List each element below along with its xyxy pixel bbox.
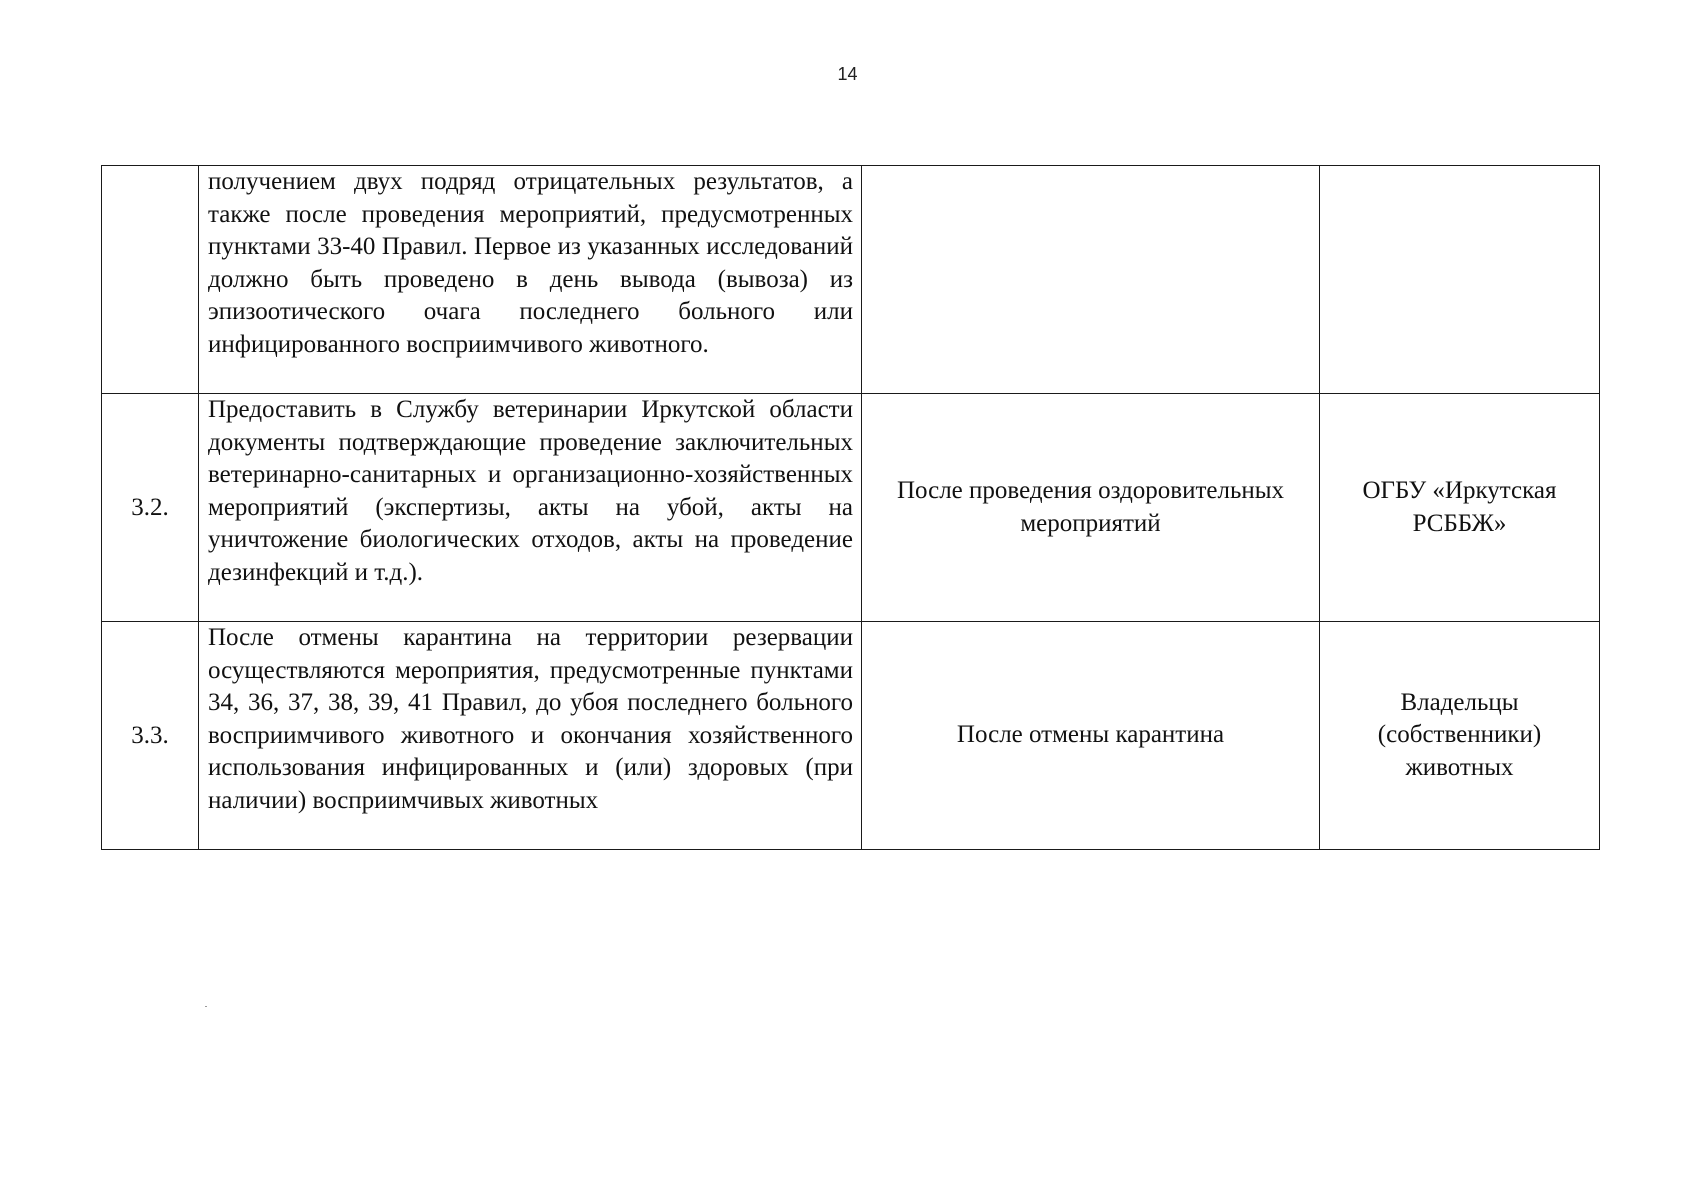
term-cell: После проведения оздоровительных мероприятий [862,394,1320,622]
page-number: 14 [837,64,858,84]
table-row [102,622,1600,850]
measure-text-cell: Предоставить в Службу ветеринарии Иркутской области документы подтверждающие проведение заключительных ветеринарно-санитарных и организационно-хозяйственных мероприятий (экспертизы, акты на убой, акты на уничтожение биологических отходов, акты на проведение дезинфекций и т.д.). [199,394,862,622]
responsible-cell: ОГБУ «Иркутская РСББЖ» [1320,394,1600,622]
table-row [102,166,1600,394]
measure-text-cell: получением двух подряд отрицательных результатов, а также после проведения мероприятий, предусмотренных пунктами 33-40 Правил. Первое из указанных исследований должно быть проведено в день вывода (вывоза) из эпизоотического очага последнего больного или инфицированного восприимчивого животного. [199,166,862,394]
item-number-cell: 3.3. [102,622,199,850]
responsible-cell: Владельцы (собственники) животных [1320,622,1600,850]
scan-speck [205,1006,207,1007]
table-row [102,394,1600,622]
term-cell [862,166,1320,394]
measure-text-cell: После отмены карантина на территории резервации осуществляются мероприятия, предусмотренные пунктами 34, 36, 37, 38, 39, 41 Правил, до убоя последнего больного восприимчивого животного и окончания хозяйственного использования инфицированных и (или) здоровых (при наличии) восприимчивых животных [199,622,862,850]
measures-table [101,165,1600,850]
term-cell: После отмены карантина [862,622,1320,850]
item-number-cell: 3.2. [102,394,199,622]
item-number-cell [102,166,199,394]
responsible-cell [1320,166,1600,394]
